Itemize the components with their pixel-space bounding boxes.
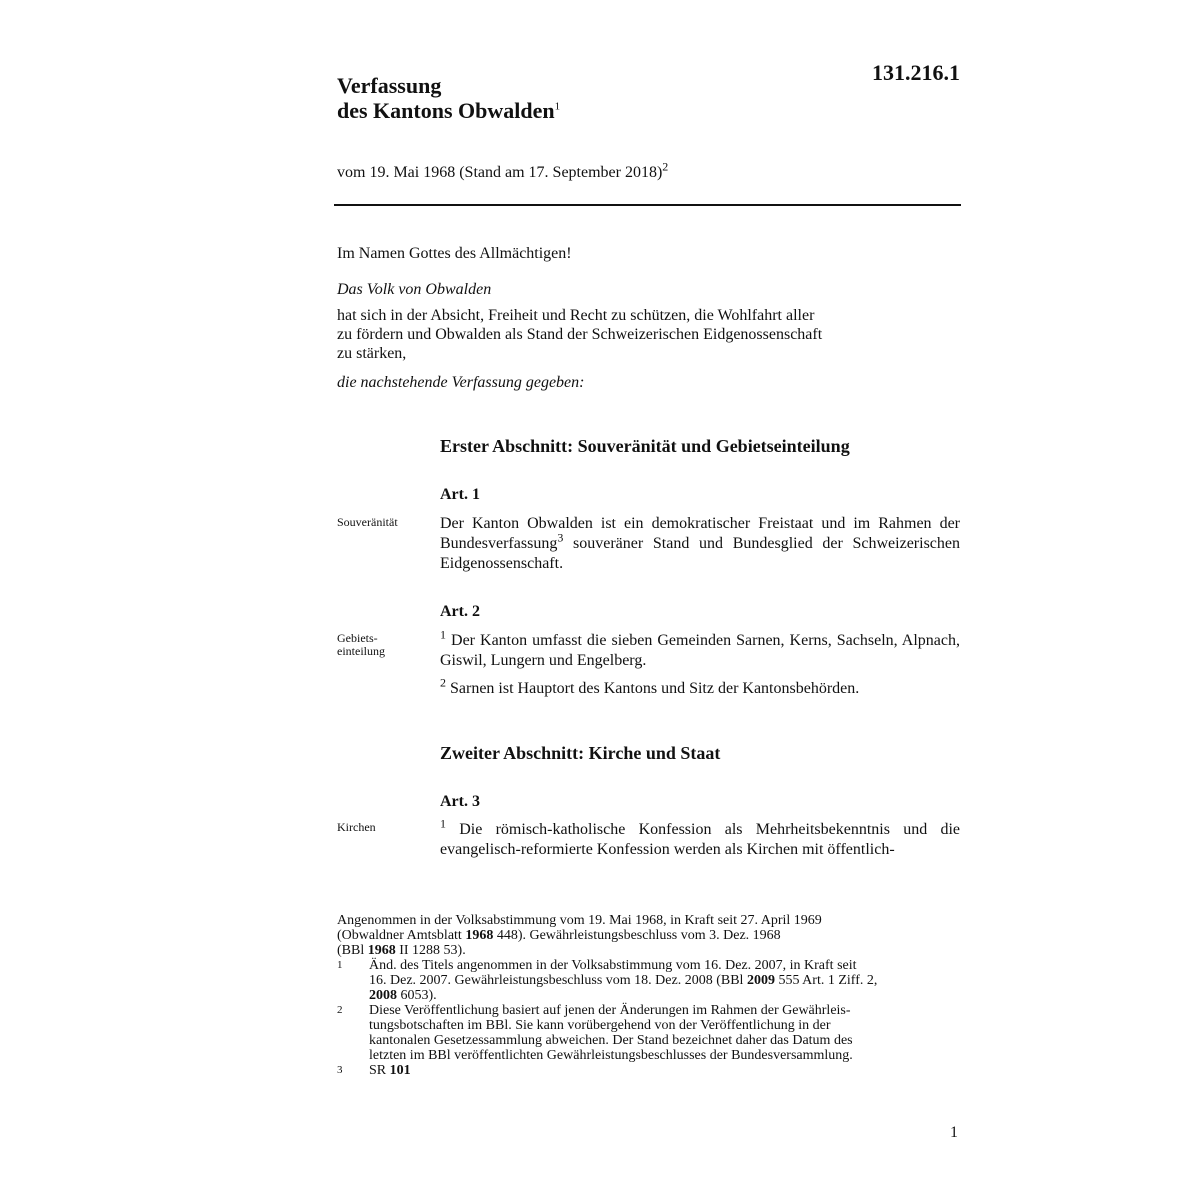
fn-bold: 2008 [369, 988, 397, 1003]
fn-bold: 1968 [367, 943, 396, 958]
footnote-intro [337, 913, 937, 958]
footnotes [337, 913, 937, 1078]
date-line [337, 159, 669, 182]
title-footnote-ref[interactable]: 1 [554, 100, 561, 113]
header-rule [334, 204, 961, 206]
article-3-margin-note: Kirchen [337, 820, 376, 834]
article-1-text-after: souveräner Stand und Bundesglied der Schweizerischen Eidgenossenschaft. [440, 535, 960, 572]
article-2-heading: Art. 2 [440, 603, 480, 620]
fn-text: (BBl [337, 943, 368, 958]
title-line-2 [337, 98, 560, 123]
article-3-paragraph-1-text: Die römisch-katholische Konfession als Mehrheitsbekenntnis und die evangelisch-reformierte Konfession werden als Kirchen mit öffentlich- [440, 821, 960, 858]
article-2-paragraph-1-text: Der Kanton umfasst die sieben Gemeinden Sarnen, Kerns, Sachseln, Alpnach, Giswil, Lungern und Engelberg. [440, 632, 960, 669]
footnote-3-number: 3 [337, 1064, 343, 1076]
article-2-margin-note [337, 632, 427, 658]
document-title [337, 73, 560, 123]
preamble-purpose [337, 306, 897, 363]
article-2-margin-line-1: Gebiets- [337, 631, 378, 645]
preamble-people: Das Volk von Obwalden [337, 281, 492, 298]
article-1-text-before: Der Kanton Obwalden ist ein demokratischer Freistaat und im Rahmen der Bundesverfassung [440, 515, 960, 552]
footnote-1-line-2 [369, 973, 937, 988]
footnote-2 [337, 1003, 937, 1063]
fn-text: 16. Dez. 2007. Gewährleistungsbeschluss vom 18. Dez. 2008 (BBl [369, 973, 747, 988]
article-1-heading: Art. 1 [440, 486, 480, 503]
footnote-2-line-1: Diese Veröffentlichung basiert auf jenen der Änderungen im Rahmen der Gewährleis- [369, 1003, 851, 1018]
preamble-invocation: Im Namen Gottes des Allmächtigen! [337, 245, 572, 262]
section-heading-first: Erster Abschnitt: Souveränität und Gebietseinteilung [440, 436, 850, 456]
paragraph-number: 1 [440, 816, 446, 831]
paragraph-number: 1 [440, 627, 446, 642]
footnote-2-number: 2 [337, 1004, 343, 1016]
fn-bold: 1968 [465, 928, 494, 943]
date-footnote-ref[interactable]: 2 [662, 159, 669, 174]
footnote-2-text [369, 1003, 937, 1063]
fn-text: 555 Art. 1 Ziff. 2, [774, 973, 878, 988]
footnote-1-text [369, 958, 937, 1003]
fn-text: SR [369, 1063, 390, 1078]
footnote-3 [337, 1063, 937, 1078]
section-heading-second: Zweiter Abschnitt: Kirche und Staat [440, 743, 721, 763]
title-line-2-text: des Kantons Obwalden [337, 98, 555, 123]
date-line-text: vom 19. Mai 1968 (Stand am 17. September 2018) [337, 164, 663, 181]
preamble-enacted: die nachstehende Verfassung gegeben: [337, 374, 585, 391]
footnote-1 [337, 958, 937, 1003]
fn-text: 448). Gewährleistungsbeschluss vom 3. Dez. 1968 [493, 928, 781, 943]
article-2-paragraph-2-text: Sarnen ist Hauptort des Kantons und Sitz der Kantonsbehörden. [446, 680, 860, 697]
fn-text: (Obwaldner Amtsblatt [337, 928, 466, 943]
article-2-margin-line-2: einteilung [337, 644, 385, 658]
article-3-heading: Art. 3 [440, 793, 480, 810]
footnote-1-line-1: Änd. des Titels angenommen in der Volksabstimmung vom 16. Dez. 2007, in Kraft seit [369, 958, 857, 973]
footnote-intro-line-1: Angenommen in der Volksabstimmung vom 19. Mai 1968, in Kraft seit 27. April 1969 [337, 913, 822, 928]
purpose-line-2: zu fördern und Obwalden als Stand der Schweizerischen Eidgenossenschaft [337, 326, 823, 343]
footnote-1-line-3 [369, 988, 937, 1003]
sr-number: 131.216.1 [872, 60, 960, 85]
footnote-intro-line-2 [337, 928, 937, 943]
footnote-1-number: 1 [337, 959, 343, 971]
footnote-2-line-2: tungsbotschaften im BBl. Sie kann vorübergehend von der Veröffentlichung in der [369, 1018, 831, 1033]
footnote-intro-line-3 [337, 943, 937, 958]
fn-bold: 2009 [746, 973, 775, 988]
footnote-3-text [369, 1063, 937, 1078]
purpose-line-3: zu stärken, [337, 345, 407, 362]
article-2-paragraph-2 [440, 675, 960, 699]
page-number: 1 [950, 1124, 958, 1141]
fn-text: II 1288 53). [395, 943, 466, 958]
article-2-paragraph-1 [440, 627, 960, 671]
article-1-margin-note: Souveränität [337, 515, 398, 529]
article-1-text [440, 514, 960, 574]
title-line-1: Verfassung [337, 73, 442, 98]
paragraph-number: 2 [440, 675, 446, 690]
article-1-footnote-ref[interactable]: 3 [557, 530, 564, 545]
fn-text: 6053). [397, 988, 437, 1003]
article-3-paragraph-1 [440, 816, 960, 860]
purpose-line-1: hat sich in der Absicht, Freiheit und Recht zu schützen, die Wohlfahrt aller [337, 307, 815, 324]
footnote-2-line-4: letzten im BBl veröffentlichten Gewährleistungsbeschlusses der Bundesversammlung. [369, 1048, 853, 1063]
footnote-2-line-3: kantonalen Gesetzessammlung abweichen. Der Stand bezeichnet daher das Datum des [369, 1033, 853, 1048]
fn-bold: 101 [389, 1063, 411, 1078]
